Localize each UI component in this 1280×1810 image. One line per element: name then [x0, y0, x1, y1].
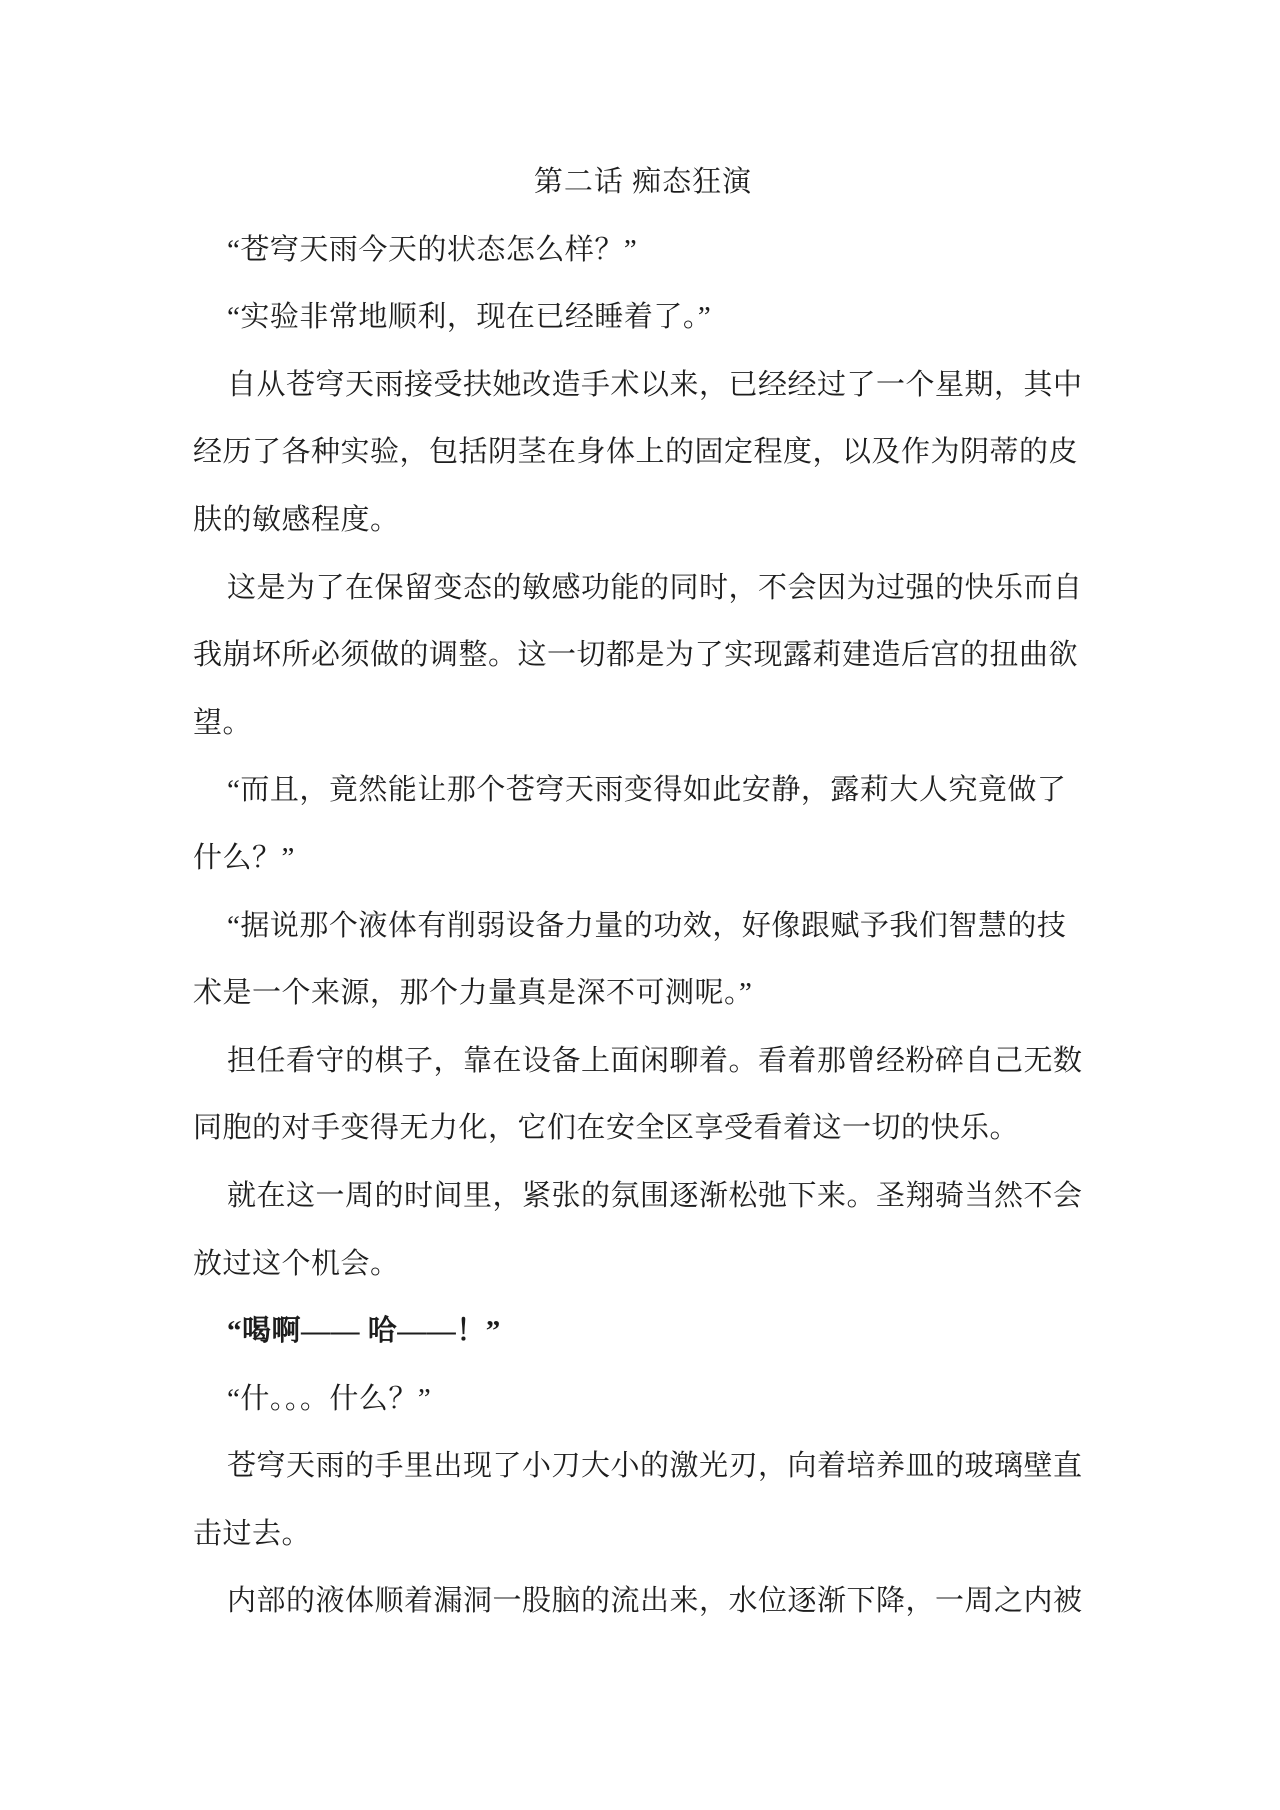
text-line: 内部的液体顺着漏洞一股脑的流出来，水位逐渐下降，一周之内被 [227, 1585, 1083, 1618]
text-line: 自从苍穹天雨接受扶她改造手术以来，已经经过了一个星期，其中 [227, 368, 1083, 401]
text-line: “喝啊—— 哈——！” [227, 1315, 501, 1348]
text-line: 就在这一周的时间里，紧张的氛围逐渐松弛下来。圣翔骑当然不会 [227, 1179, 1083, 1212]
text-line: 我崩坏所必须做的调整。这一切都是为了实现露莉建造后宫的扭曲欲 [193, 639, 1079, 672]
text-line: 什么？” [193, 841, 295, 874]
text-line: 同胞的对手变得无力化，它们在安全区享受看着这一切的快乐。 [193, 1112, 1020, 1145]
text-block [193, 149, 1093, 1636]
text-line: 望。 [193, 706, 253, 739]
text-line: “据说那个液体有削弱设备力量的功效，好像跟赋予我们智慧的技 [227, 909, 1067, 942]
text-line: 担任看守的棋子，靠在设备上面闲聊着。看着那曾经粉碎自己无数 [227, 1044, 1083, 1077]
text-line: 击过去。 [193, 1517, 312, 1550]
text-line: 术是一个来源，那个力量真是深不可测呢。” [193, 977, 753, 1010]
text-line: 苍穹天雨的手里出现了小刀大小的激光刃，向着培养皿的玻璃壁直 [227, 1450, 1083, 1483]
text-line: 经历了各种实验，包括阴茎在身体上的固定程度，以及作为阴蒂的皮 [193, 436, 1079, 469]
text-line: 放过这个机会。 [193, 1247, 400, 1280]
text-line: “而且，竟然能让那个苍穹天雨变得如此安静，露莉大人究竟做了 [227, 774, 1067, 807]
chapter-title: 第二话 痴态狂演 [533, 166, 753, 198]
text-line: “什。。。什么？” [227, 1382, 432, 1415]
text-line: 这是为了在保留变态的敏感功能的同时，不会因为过强的快乐而自 [227, 571, 1083, 604]
text-line: “实验非常地顺利，现在已经睡着了。” [227, 301, 712, 334]
text-line: 肤的敏感程度。 [193, 503, 400, 536]
text-line: “苍穹天雨今天的状态怎么样？” [227, 233, 638, 266]
